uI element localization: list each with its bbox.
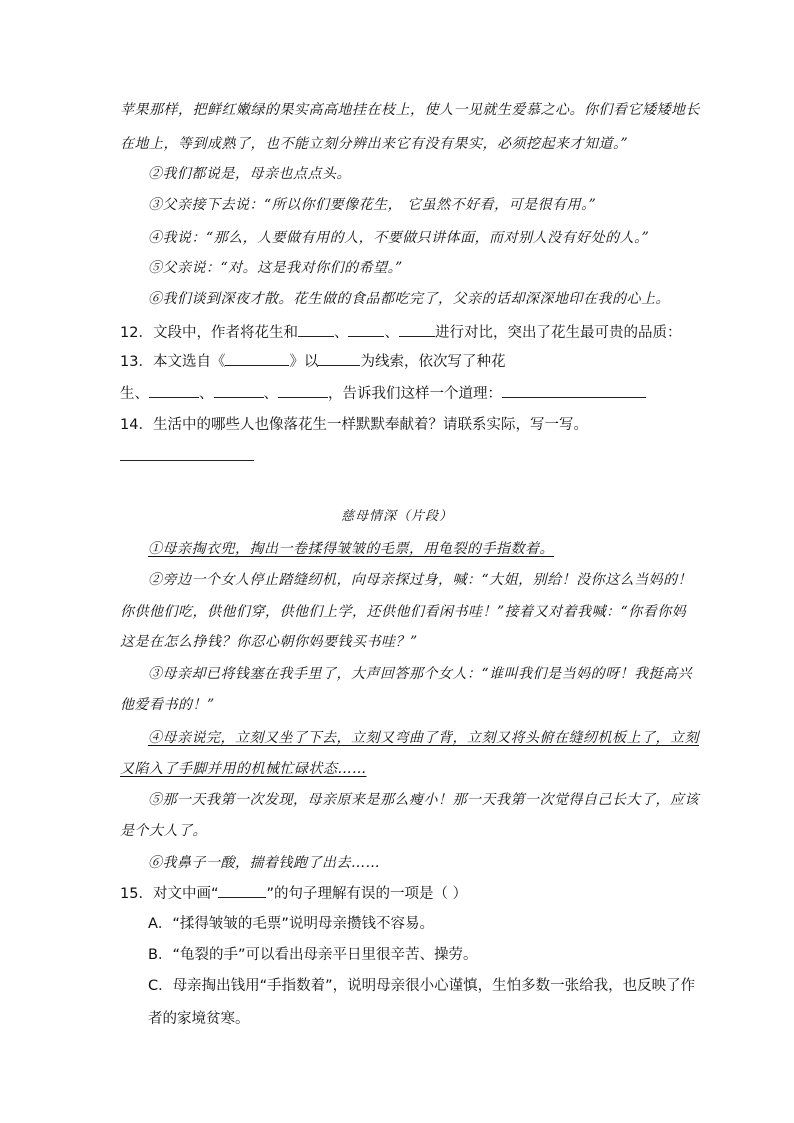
q15-option-c-cont: 者的家境贫寒。 [148,1011,250,1027]
q13-clue-blank[interactable] [318,350,360,366]
passage2-line-3: 你供他们吃，供他们穿，供他们上学，还供他们看闲书哇！”接着又对着我喊：“你看你妈 [120,604,687,620]
passage2-line-9: ⑤那一天我第一次发现，母亲原来是那么瘦小！那一天我第一次觉得自己长大了，应该 [148,792,699,808]
q15-underline-sample [218,882,266,898]
q12-blank-1[interactable] [298,321,334,337]
q15-stem-a: 15．对文中画“ [120,886,219,902]
q15-option-b[interactable]: B．“龟裂的手”可以看出母亲平日里很辛苦、操劳。 [148,947,478,963]
passage1-line-5: ④我说：“那么，人要做有用的人，不要做只讲体面，而对别人没有好处的人。” [148,230,650,246]
q13-blank-1[interactable] [149,382,199,398]
q12-blank-3[interactable] [399,321,435,337]
passage1-line-6: ⑤父亲说：“对。这是我对你们的希望。” [148,260,403,276]
passage1-line-4: ③父亲接下去说：“所以你们要像花生， 它虽然不好看，可是很有用。” [148,197,597,213]
passage1-line-3: ②我们都说是，母亲也点点头。 [148,166,351,182]
question-13-line-2 [120,382,646,405]
q12-text-b: 进行对比，突出了花生最可贵的品质： [434,325,682,341]
q12-sep-1: 、 [333,325,349,341]
passage2-line-4: 这是在怎么挣钱？你忍心朝你妈要钱买书哇？” [120,634,418,650]
q12-sep-2: 、 [384,325,399,341]
q13-text-b: 》以 [289,354,319,370]
passage1-line-2: 在地上，等到成熟了，也不能立刻分辨出来它有没有果实，必须挖起来才知道。” [120,136,629,152]
q15-option-c[interactable]: C．母亲掏出钱用“手指数着”，说明母亲很小心谨慎，生怕多数一张给我，也反映了作 [148,978,696,994]
q13-sep-2: 、 [263,386,278,402]
question-15 [120,882,467,905]
question-13 [120,350,505,373]
passage2-underlined-3: 又陷入了手脚并用的机械忙碌状态…… [120,761,367,777]
passage2-line-10: 是个大人了。 [120,823,207,839]
q13-book-blank[interactable] [225,350,289,366]
q13-blank-2[interactable] [214,382,264,398]
passage2-line-7 [148,727,699,749]
q13-line2-b: ，告诉我们这样一个道理： [328,386,502,402]
q12-text-a: 12．文段中，作者将花生和 [120,325,298,341]
q13-sep-1: 、 [199,386,214,402]
passage2-line-8 [120,758,367,780]
q12-blank-2[interactable] [348,321,384,337]
passage2-line-2: ②旁边一个女人停止踏缝纫机，向母亲探过身，喊：“大姐，别给！没你这么当妈的！ [148,572,693,588]
passage2-title: 慈母情深（片段） [340,509,453,524]
q13-text-a: 13．本文选自《 [120,354,226,370]
q13-text-c: 为线索，依次写了种花 [360,354,506,370]
passage2-line-11: ⑥我鼻子一酸，揣着钱跑了出去…… [148,855,380,871]
q14-answer-line[interactable] [120,460,254,461]
passage2-line-1 [148,538,554,560]
passage1-line-7: ⑥我们谈到深夜才散。花生做的食品都吃完了，父亲的话却深深地印在我的心上。 [148,291,670,307]
passage2-underlined-1: ①母亲掏衣兜，掏出一卷揉得皱皱的毛票，用龟裂的手指数着。 [148,541,554,557]
question-12 [120,321,681,344]
q13-reason-blank[interactable] [502,382,646,398]
q15-option-a[interactable]: A．“揉得皱皱的毛票”说明母亲攒钱不容易。 [148,916,434,932]
q13-line2-a: 生、 [120,386,149,402]
question-14: 14．生活中的哪些人也像落花生一样默默奉献着？请联系实际，写一写。 [120,417,588,433]
passage2-underlined-2: ④母亲说完，立刻又坐了下去，立刻又弯曲了背，立刻又将头俯在缝纫机板上了，立刻 [148,730,699,746]
q13-blank-3[interactable] [278,382,328,398]
q15-stem-b: ”的句子理解有误的一项是（ ） [266,886,468,902]
passage1-line-1: 苹果那样，把鲜红嫩绿的果实高高地挂在枝上，使人一见就生爱慕之心。你们看它矮矮地长 [120,102,700,118]
passage2-line-6: 他爱看书的！” [120,697,215,713]
passage2-line-5: ③母亲却已将钱塞在我手里了，大声回答那个女人：“谁叫我们是当妈的呀！我挺高兴 [148,666,693,682]
